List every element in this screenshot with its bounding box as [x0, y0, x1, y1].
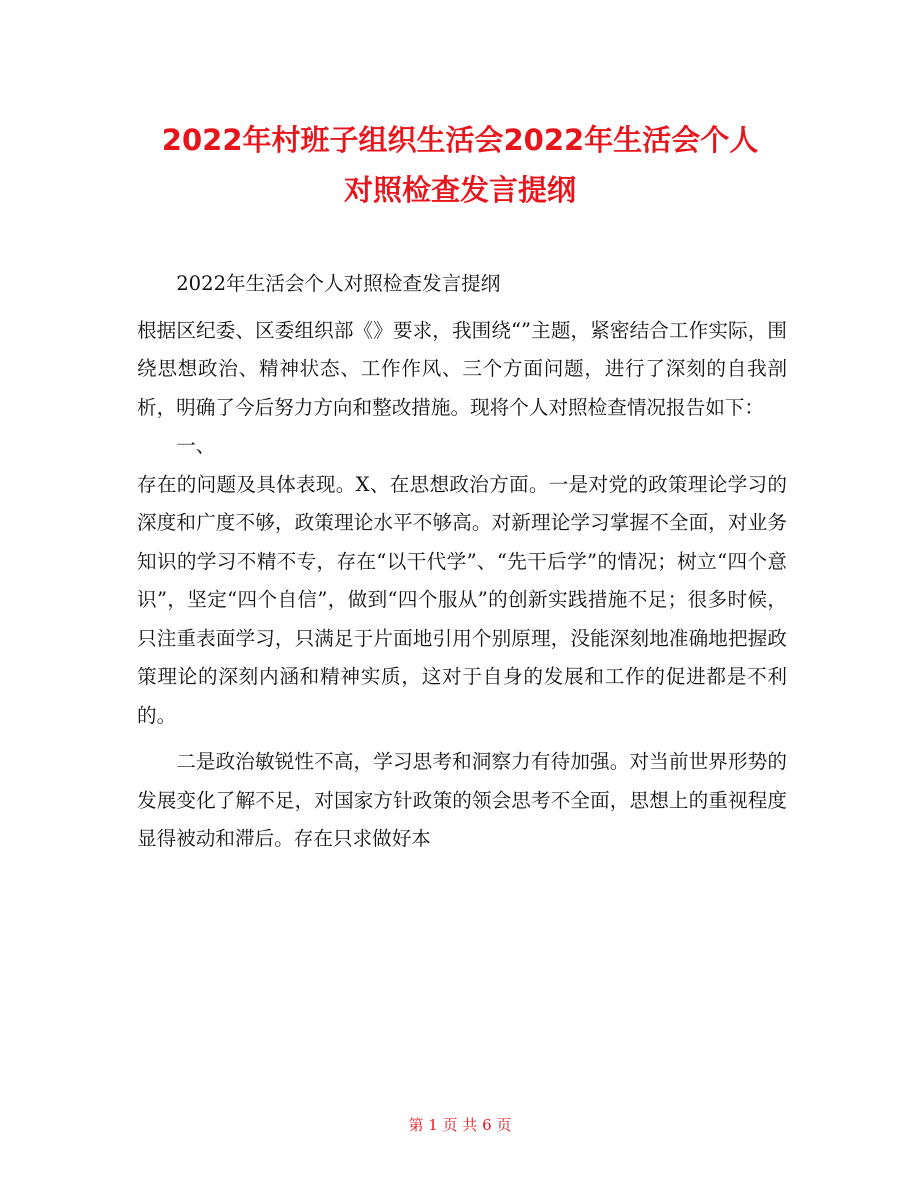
page-footer: 第 1 页 共 6 页	[408, 1116, 512, 1134]
title-line-1: 2022年村班子组织生活会2022年生活会个人	[161, 123, 759, 157]
document-body	[137, 265, 787, 859]
document-title	[120, 115, 800, 215]
section-heading: 一、	[176, 434, 216, 457]
subtitle-paragraph: 2022年生活会个人对照检查发言提纲	[176, 272, 501, 295]
political-sensitivity-paragraph: 二是政治敏锐性不高，学习思考和洞察力有待加强。对当前世界形势的发展变化了解不足，对国家方针政策的领会思考不全面，思想上的重视程度显得被动和滞后。存在只求做好本	[137, 750, 787, 850]
title-line-2: 对照检查发言提纲	[343, 173, 576, 207]
problems-paragraph: 存在的问题及具体表现。X、在思想政治方面。一是对党的政策理论学习的深度和广度不够，政策理论水平不够高。对新理论学习掌握不全面，对业务知识的学习不精不专，存在“以干代学”、“先干后学”的情况；树立“四个意识”，坚定“四个自信”，做到“四个服从”的创新实践措施不足；很多时候，只注重表面学习，只满足于片面地引用个别原理，没能深刻地准确地把握政策理论的深刻内涵和精神实质，这对于自身的发展和工作的促进都是不利的。	[137, 472, 787, 727]
intro-paragraph: 根据区纪委、区委组织部《》要求，我围绕“”主题，紧密结合工作实际，围绕思想政治、精神状态、工作作风、三个方面问题，进行了深刻的自我剖析，明确了今后努力方向和整改措施。现将个人对照检查情况报告如下：	[137, 318, 787, 419]
